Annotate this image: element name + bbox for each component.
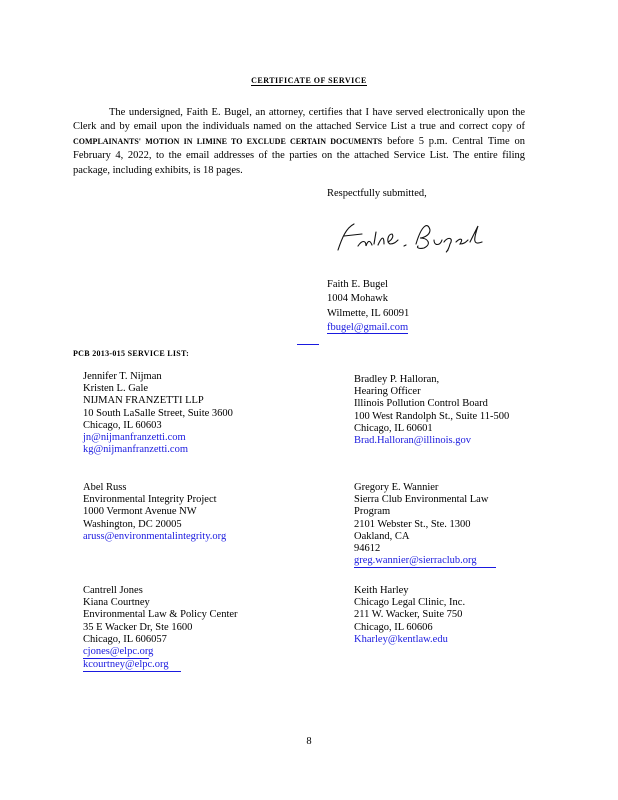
- email-link[interactable]: greg.wannier@sierraclub.org: [354, 555, 496, 568]
- signer-address: [327, 278, 418, 350]
- contact-line: NIJMAN FRANZETTI LLP: [83, 395, 204, 407]
- service-list-title: PCB 2013-015 SERVICE LIST:: [73, 349, 190, 358]
- contact-line: Kristen L. Gale: [83, 383, 149, 395]
- email-link[interactable]: Kharley@kentlaw.edu: [354, 633, 448, 645]
- service-entry: [83, 371, 233, 456]
- contact-line: Chicago, IL 60603: [83, 419, 162, 431]
- signer-name: Faith E. Bugel: [327, 279, 388, 290]
- contact-line: 1000 Vermont Avenue NW: [83, 506, 197, 518]
- email-link[interactable]: aruss@environmentalintegrity.org: [83, 530, 227, 542]
- email-link[interactable]: jn@nijmanfranzetti.com: [83, 432, 186, 444]
- certification-text-2: before 5 p.m. Central Time on February 4, 2022, to the email addresses of the parties on the attached Service List. The entire filing package, including exhibits, is 18 pages.: [73, 135, 525, 176]
- signer-city: Wilmette, IL 60091: [327, 307, 410, 319]
- contact-line: Cantrell Jones: [83, 585, 143, 596]
- signer-street: 1004 Mohawk: [327, 293, 388, 305]
- contact-line: 100 West Randolph St., Suite 11-500: [354, 410, 510, 422]
- certification-text-1: The undersigned, Faith E. Bugel, an attorney, certifies that I have served electronically upon the Clerk and by email upon the individuals named on the attached Service List a true and correct copy of: [73, 107, 525, 133]
- contact-line: Chicago, IL 60606: [354, 621, 433, 633]
- contact-line: Oakland, CA: [354, 530, 410, 542]
- contact-line: Illinois Pollution Control Board: [354, 398, 488, 410]
- contact-line: Keith Harley: [354, 585, 409, 596]
- service-entry: [83, 585, 238, 672]
- contact-line: Environmental Integrity Project: [83, 494, 217, 506]
- closing: Respectfully submitted,: [327, 188, 427, 199]
- contact-line: Hearing Officer: [354, 386, 421, 398]
- service-entry: [354, 585, 465, 646]
- contact-line: Chicago Legal Clinic, Inc.: [354, 597, 466, 609]
- email-link[interactable]: Brad.Halloran@illinois.gov: [354, 435, 471, 447]
- contact-line: Kiana Courtney: [83, 597, 150, 609]
- contact-line: Jennifer T. Nijman: [83, 371, 162, 382]
- contact-line: Washington, DC 20005: [83, 518, 182, 530]
- contact-line: Chicago, IL 606057: [83, 633, 167, 645]
- service-entry: [354, 482, 496, 568]
- contact-line: Abel Russ: [83, 482, 127, 493]
- contact-line: Environmental Law & Policy Center: [83, 609, 238, 621]
- signer-email-link[interactable]: fbugel@gmail.com: [327, 322, 409, 334]
- contact-line: 211 W. Wacker, Suite 750: [354, 609, 463, 621]
- certification-paragraph: [73, 106, 525, 178]
- contact-line: 94612: [354, 543, 381, 555]
- contact-line: 35 E Wacker Dr, Ste 1600: [83, 621, 193, 633]
- handwritten-signature: [332, 218, 492, 258]
- service-entry: [83, 482, 226, 543]
- document-title: CERTIFICATE OF SERVICE: [251, 76, 367, 85]
- service-entry: [354, 374, 509, 447]
- page-number: 8: [306, 736, 312, 747]
- contact-line: Bradley P. Halloran,: [354, 374, 440, 385]
- contact-line: Program: [354, 506, 391, 518]
- motion-title: COMPLAINANTS' MOTION IN LIMINE TO EXCLUDE CERTAIN DOCUMENTS: [73, 136, 383, 146]
- email-link[interactable]: cjones@elpc.org: [83, 646, 149, 659]
- contact-line: 2101 Webster St., Ste. 1300: [354, 518, 471, 530]
- email-link[interactable]: kcourtney@elpc.org: [83, 659, 181, 672]
- contact-line: Gregory E. Wannier: [354, 482, 439, 493]
- contact-line: 10 South LaSalle Street, Suite 3600: [83, 407, 233, 419]
- email-link[interactable]: kg@nijmanfranzetti.com: [83, 444, 189, 456]
- contact-line: Chicago, IL 60601: [354, 422, 433, 434]
- contact-line: Sierra Club Environmental Law: [354, 494, 489, 506]
